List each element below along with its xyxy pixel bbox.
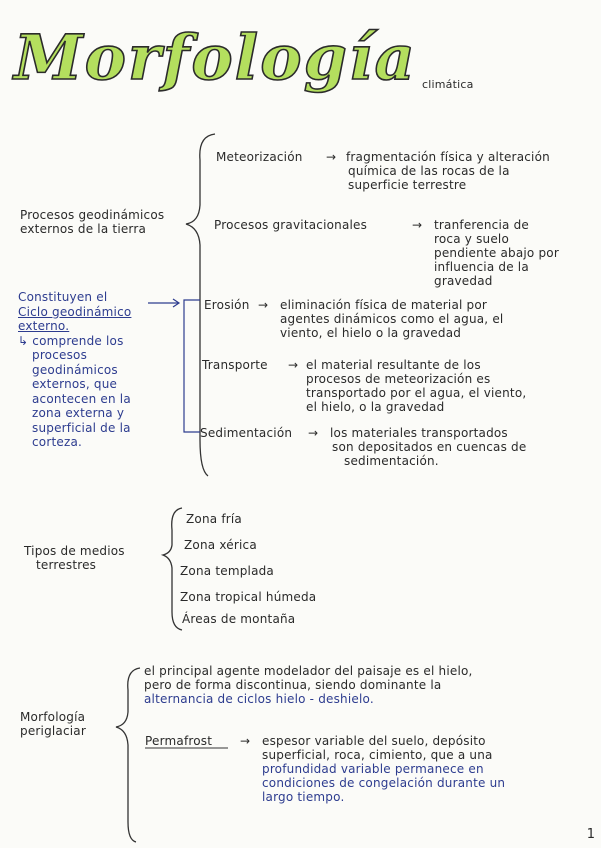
section2-label: Tipos de medios terrestres bbox=[24, 544, 125, 572]
term-meteorizacion: Meteorización bbox=[216, 150, 303, 164]
page-title: Morfología bbox=[14, 21, 417, 94]
term-gravitacionales: Procesos gravitacionales bbox=[214, 218, 368, 232]
medio-item: Zona templada bbox=[180, 564, 274, 578]
page-number: 1 bbox=[586, 827, 595, 842]
section3-label: Morfología periglaciar bbox=[20, 710, 86, 738]
notebook-page: Morfología climática Procesos geodinámicos externos de la tierra Meteorización → fragmentación física y alteración química de las rocas de la superficie terrestre Procesos gravitacionales → tranferencia de roca y suelo pendiente abajo por influencia de la gravedad Erosión → eliminación física de material por agentes dinámicos como el agua, el viento, el hielo o la gravedad Transporte → el material resultante de los procesos de meteorización es transportado por el agua, el viento, el hielo, o la gravedad Sedimentación → los materiales transportados son depositados en cuencas de sedimentación. Constituyen el Ciclo geodinámico externo. ↳ comprende los procesos geodinámicos externos, que acontecen en la zona externa y superficial de la corteza. Tipos de medios terrestres Zona fría Zona xérica Zona templada Zona tropical húmeda Áreas de montaña Morfología periglaciar el principal agente modelador del paisaje es el hielo, pero de forma discontinua, siendo dominante la alternancia de ciclos hielo - deshielo. Permafrost → espesor variable del suelo, depósito superficial, roca, cimiento, que a una profundidad variable permanece en condiciones de congelación durante un largo tiempo. 1 bbox=[0, 0, 601, 848]
medio-item: Zona xérica bbox=[184, 538, 257, 552]
brace-section3 bbox=[116, 668, 140, 842]
desc-sedimentacion: los materiales transportados son depositados en cuencas de sedimentación. bbox=[330, 426, 527, 468]
term-sedimentacion: Sedimentación bbox=[200, 426, 293, 440]
desc-gravitacionales: tranferencia de roca y suelo pendiente abajo por influencia de la gravedad bbox=[434, 218, 559, 288]
bracket-blue bbox=[184, 300, 200, 432]
desc-meteorizacion: fragmentación física y alteración química de las rocas de la superficie terrestre bbox=[346, 150, 550, 192]
term-transporte: Transporte bbox=[202, 358, 268, 372]
desc-transporte: el material resultante de los procesos de meteorización es transportado por el agua, el viento, el hielo, o la gravedad bbox=[306, 358, 527, 414]
term-permafrost: Permafrost bbox=[145, 734, 213, 748]
term-erosion: Erosión bbox=[204, 298, 250, 312]
desc-permafrost: espesor variable del suelo, depósito superficial, roca, cimiento, que a una profundidad variable permanece en condiciones de congelación durante un largo tiempo. bbox=[262, 734, 506, 804]
medio-item: Áreas de montaña bbox=[182, 612, 296, 626]
periglaciar-intro: el principal agente modelador del paisaje es el hielo, pero de forma discontinua, siendo dominante la alternancia de ciclos hielo - deshielo. bbox=[144, 664, 473, 706]
section1-label: Procesos geodinámicos externos de la tierra bbox=[20, 208, 165, 236]
medio-item: Zona fría bbox=[186, 512, 242, 526]
page-subtitle: climática bbox=[422, 78, 474, 91]
medio-item: Zona tropical húmeda bbox=[180, 590, 317, 604]
side-note: Constituyen el Ciclo geodinámico externo. ↳ comprende los procesos geodinámicos externos, que acontecen en la zona externa y superficial de la corteza. bbox=[18, 290, 132, 449]
desc-erosion: eliminación física de material por agentes dinámicos como el agua, el viento, el hielo o la gravedad bbox=[280, 298, 504, 340]
